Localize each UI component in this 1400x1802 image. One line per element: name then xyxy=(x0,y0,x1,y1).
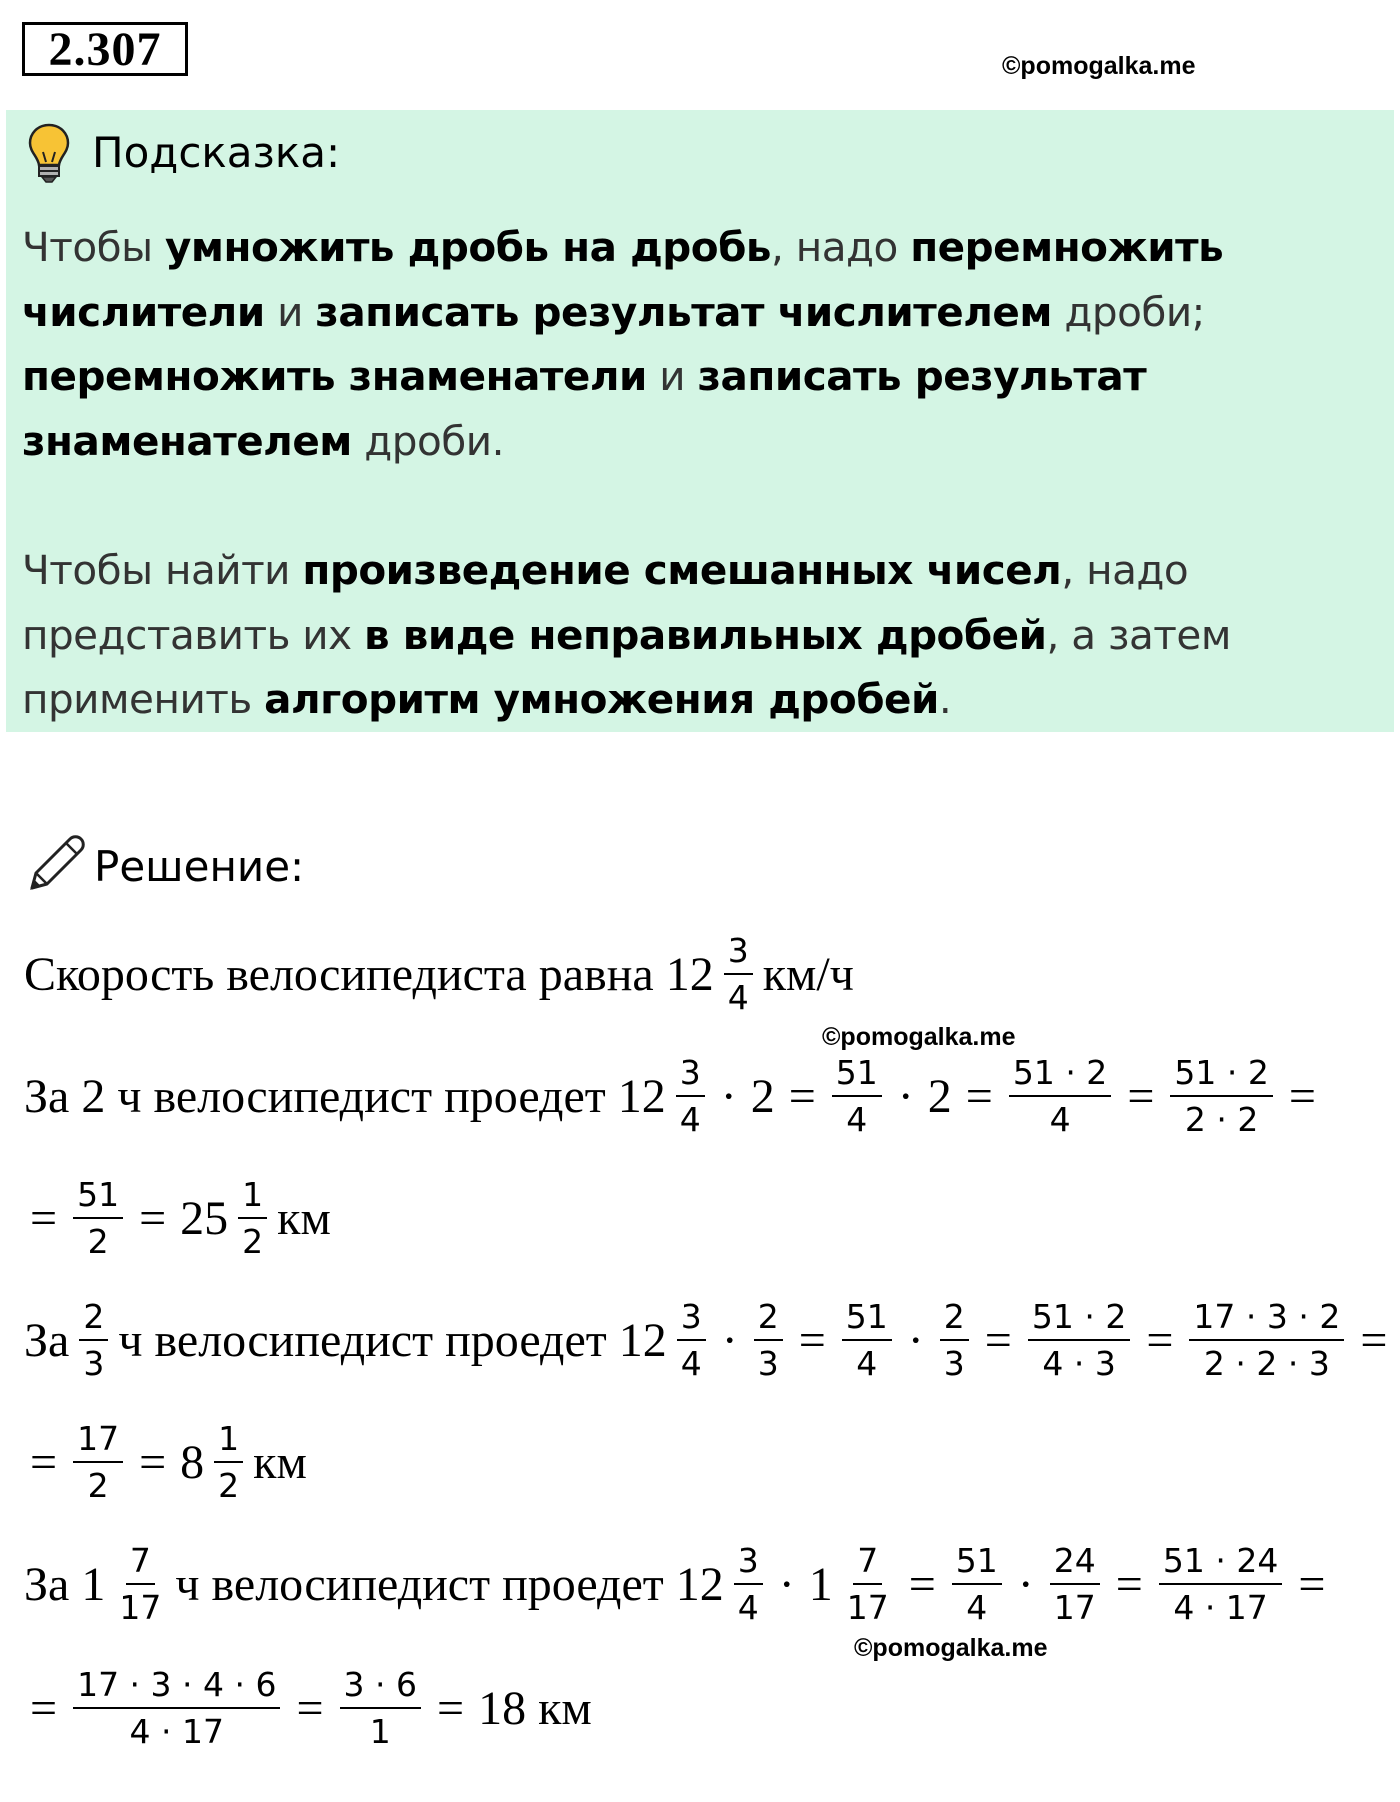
math-operator: = xyxy=(1298,1557,1326,1611)
fraction-denominator: 4 xyxy=(680,1344,702,1383)
fraction xyxy=(676,1053,705,1139)
fraction xyxy=(940,1297,969,1383)
math-text: ч велосипедист проедет 12 xyxy=(118,1313,667,1367)
solution-line xyxy=(20,1419,311,1505)
fraction-numerator: 7 xyxy=(853,1544,882,1585)
hint-paragraph-mixed-numbers xyxy=(22,538,1362,732)
fraction-denominator: 1 xyxy=(369,1712,391,1751)
fraction-denominator: 3 xyxy=(83,1344,105,1383)
hint-text-run: дроби; xyxy=(1052,287,1205,336)
fraction xyxy=(73,1419,123,1505)
fraction-numerator: 2 xyxy=(940,1300,969,1341)
math-operator: · xyxy=(907,1313,924,1367)
fraction-denominator: 4 xyxy=(846,1100,868,1139)
hint-title: Подсказка: xyxy=(92,128,341,177)
fraction-numerator: 1 xyxy=(214,1422,243,1463)
fraction-numerator: 51 xyxy=(73,1178,123,1219)
fraction-denominator: 17 xyxy=(119,1588,162,1627)
fraction-denominator: 2 xyxy=(242,1222,264,1261)
fraction-numerator: 3 · 6 xyxy=(340,1668,421,1709)
solution-line xyxy=(20,1541,1335,1627)
math-operator: = xyxy=(984,1313,1012,1367)
hint-emphasis: записать результат числителем xyxy=(315,287,1052,336)
watermark: ©pomogalka.me xyxy=(854,1634,1048,1662)
fraction-numerator: 2 xyxy=(79,1300,108,1341)
fraction-numerator: 51 · 24 xyxy=(1159,1544,1282,1585)
fraction-numerator: 17 xyxy=(73,1422,123,1463)
fraction-denominator: 2 · 2 xyxy=(1184,1100,1259,1139)
math-text: 2 xyxy=(750,1069,775,1123)
fraction xyxy=(1159,1541,1282,1627)
hint-text-run: и xyxy=(646,352,698,400)
math-operator: · xyxy=(721,1313,738,1367)
math-operator: = xyxy=(139,1191,167,1245)
hint-emphasis: перемножить знаменатели xyxy=(22,352,647,400)
solution-line xyxy=(20,1175,335,1261)
hint-emphasis: умножить дробь на дробь xyxy=(164,223,771,271)
fraction xyxy=(73,1175,123,1261)
fraction-denominator: 4 xyxy=(1049,1100,1071,1139)
math-operator: · xyxy=(778,1557,795,1611)
hint-emphasis: произведение смешанных чисел xyxy=(302,546,1062,594)
math-operator: = xyxy=(139,1435,167,1489)
fraction xyxy=(214,1419,243,1505)
math-operator: = xyxy=(296,1681,324,1735)
fraction-numerator: 3 xyxy=(724,934,753,975)
watermark: ©pomogalka.me xyxy=(822,1023,1016,1051)
hint-text-run: , надо xyxy=(770,223,911,271)
fraction xyxy=(1170,1053,1272,1139)
hint-text-run: Чтобы xyxy=(22,223,165,271)
fraction-numerator: 3 xyxy=(734,1544,763,1585)
math-text: 8 xyxy=(180,1435,205,1489)
hint-text-run: , надо представить их xyxy=(22,546,1189,659)
solution-line xyxy=(20,1297,1397,1383)
fraction xyxy=(677,1297,706,1383)
fraction-numerator: 51 xyxy=(842,1300,892,1341)
math-operator: = xyxy=(1288,1069,1316,1123)
fraction-numerator: 51 · 2 xyxy=(1170,1056,1272,1097)
fraction-denominator: 4 · 17 xyxy=(1173,1588,1268,1627)
fraction-denominator: 2 · 2 · 3 xyxy=(1203,1344,1330,1383)
fraction-denominator: 2 xyxy=(218,1466,240,1505)
hint-text-run: , а затем применить xyxy=(22,610,1231,723)
fraction-denominator: 4 · 17 xyxy=(129,1712,224,1751)
fraction xyxy=(238,1175,267,1261)
hint-paragraph-fraction-multiplication xyxy=(22,215,1362,473)
math-operator: · xyxy=(1017,1557,1034,1611)
fraction-numerator: 51 xyxy=(952,1544,1002,1585)
math-text: км/ч xyxy=(762,947,854,1001)
math-text: 18 км xyxy=(478,1681,592,1735)
pencil-icon xyxy=(26,832,88,894)
hint-text-run: . xyxy=(938,675,952,723)
fraction-numerator: 7 xyxy=(126,1544,155,1585)
hint-text-run: Чтобы найти xyxy=(22,546,303,594)
math-text: 1 xyxy=(808,1557,833,1611)
fraction xyxy=(1028,1297,1130,1383)
math-text: За 2 ч велосипедист проедет 12 xyxy=(24,1069,666,1123)
fraction xyxy=(79,1297,108,1383)
fraction-numerator: 51 xyxy=(832,1056,882,1097)
solution-line xyxy=(20,1665,596,1751)
fraction-numerator: 1 xyxy=(238,1178,267,1219)
math-text: 25 xyxy=(180,1191,229,1245)
lightbulb-icon xyxy=(26,122,72,184)
math-operator: = xyxy=(908,1557,936,1611)
math-text: км xyxy=(277,1191,331,1245)
fraction xyxy=(1050,1541,1100,1627)
fraction xyxy=(115,1541,165,1627)
fraction-denominator: 2 xyxy=(87,1466,109,1505)
math-text: ч велосипедист проедет 12 xyxy=(175,1557,724,1611)
math-text: Скорость велосипедиста равна 12 xyxy=(24,947,714,1001)
math-operator: = xyxy=(1146,1313,1174,1367)
watermark: ©pomogalka.me xyxy=(1002,52,1196,80)
math-text: 2 xyxy=(927,1069,952,1123)
fraction xyxy=(843,1541,893,1627)
fraction-numerator: 2 xyxy=(754,1300,783,1341)
fraction-denominator: 4 xyxy=(737,1588,759,1627)
fraction-denominator: 4 · 3 xyxy=(1042,1344,1116,1383)
solution-line xyxy=(20,1053,1326,1139)
hint-text-run: дроби. xyxy=(351,416,504,465)
fraction xyxy=(832,1053,882,1139)
math-operator: = xyxy=(30,1191,58,1245)
fraction xyxy=(1189,1297,1344,1383)
fraction-numerator: 24 xyxy=(1050,1544,1100,1585)
hint-emphasis: алгоритм умножения дробей xyxy=(264,675,939,723)
math-text: За 1 xyxy=(24,1557,106,1611)
fraction-numerator: 17 · 3 · 2 xyxy=(1189,1300,1344,1341)
fraction-numerator: 3 xyxy=(677,1300,706,1341)
solution-title: Решение: xyxy=(94,842,305,891)
fraction-denominator: 2 xyxy=(87,1222,109,1261)
fraction-numerator: 51 · 2 xyxy=(1009,1056,1111,1097)
math-operator: = xyxy=(30,1681,58,1735)
task-number: 2.307 xyxy=(22,22,188,76)
math-operator: = xyxy=(965,1069,993,1123)
fraction-denominator: 17 xyxy=(846,1588,889,1627)
math-text: км xyxy=(253,1435,307,1489)
math-operator: = xyxy=(788,1069,816,1123)
fraction-denominator: 4 xyxy=(856,1344,878,1383)
solution-line xyxy=(20,931,858,1017)
fraction-numerator: 3 xyxy=(676,1056,705,1097)
math-operator: = xyxy=(1115,1557,1143,1611)
hint-emphasis: перемножить числители xyxy=(22,223,1224,336)
fraction-denominator: 4 xyxy=(679,1100,701,1139)
math-operator: = xyxy=(437,1681,465,1735)
fraction xyxy=(73,1665,280,1751)
hint-emphasis: записать результат знаменателем xyxy=(22,352,1147,465)
math-operator: = xyxy=(1127,1069,1155,1123)
fraction xyxy=(1009,1053,1111,1139)
hint-text-run: и xyxy=(264,287,316,336)
hint-emphasis: в виде неправильных дробей xyxy=(363,610,1047,659)
fraction xyxy=(724,931,753,1017)
fraction xyxy=(754,1297,783,1383)
fraction-numerator: 51 · 2 xyxy=(1028,1300,1130,1341)
fraction-denominator: 3 xyxy=(943,1344,965,1383)
fraction xyxy=(952,1541,1002,1627)
math-operator: = xyxy=(30,1435,58,1489)
fraction-denominator: 4 xyxy=(727,978,749,1017)
fraction-numerator: 17 · 3 · 4 · 6 xyxy=(73,1668,280,1709)
math-operator: = xyxy=(798,1313,826,1367)
math-operator: · xyxy=(720,1069,737,1123)
fraction-denominator: 3 xyxy=(757,1344,779,1383)
fraction-denominator: 4 xyxy=(966,1588,988,1627)
fraction xyxy=(842,1297,892,1383)
fraction-denominator: 17 xyxy=(1053,1588,1096,1627)
math-text: За xyxy=(24,1313,70,1367)
math-operator: = xyxy=(1360,1313,1388,1367)
math-operator: · xyxy=(897,1069,914,1123)
fraction xyxy=(734,1541,763,1627)
fraction xyxy=(340,1665,421,1751)
